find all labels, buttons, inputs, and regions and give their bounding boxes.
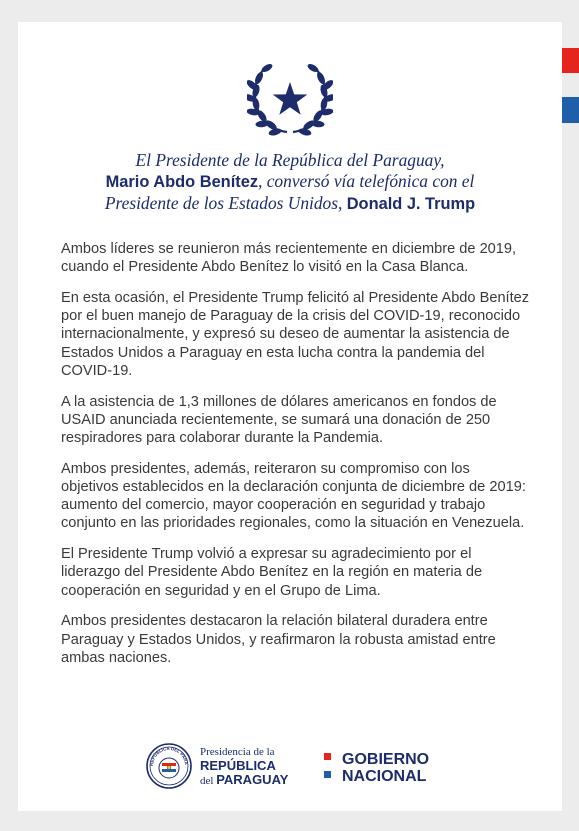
press-release-card [18, 22, 562, 811]
presidencia-line2: REPÚBLICA [200, 758, 276, 773]
gobierno-line2: NACIONAL [342, 768, 427, 785]
paragraph-3: A la asistencia de 1,3 millones de dólares americanos en fondos de USAID anunciada recientemente, se sumará una donación de 250 respiradores para colaborar durante la Pandemia. [61, 393, 497, 447]
body-text [61, 240, 531, 680]
laurel-star-emblem-icon [247, 58, 333, 138]
paragraph-4: Ambos presidentes, además, reiteraron su compromiso con los objetivos establecidos en la declaración conjunta de diciembre de 2019: aumento del comercio, mayor cooperación en seguridad y trabajo conjunto en las prioridades regionales, como la situación en Venezuela. [61, 460, 526, 532]
national-seal-icon [146, 743, 192, 789]
flag-red-stripe [562, 48, 579, 73]
gobierno-red-square [324, 753, 331, 760]
presidencia-logo [200, 747, 288, 787]
seal-text: REPÚBLICA DEL PARA [148, 745, 189, 767]
paragraph-5: El Presidente Trump volvió a expresar su agradecimiento por el liderazgo del Presidente Abdo Benítez en la región en materia de cooperación en seguridad y en el Grupo de Lima. [61, 546, 483, 599]
headline-line1: El Presidente de la República del Paraguay, [135, 150, 445, 170]
presidencia-line3 [200, 773, 288, 787]
headline [58, 150, 522, 215]
headline-name-abdo: Mario Abdo Benítez [105, 173, 259, 191]
paragraph-2: En esta ocasión, el Presidente Trump felicitó al Presidente Abdo Benítez por el buen manejo de Paraguay de la crisis del COVID-19, reconocido internacionalmente, y expresó su deseo de aumentar la asistencia de Estados Unidos a Paraguay en esta lucha contra la pandemia del COVID-19. [61, 290, 530, 379]
headline-line2: , conversó vía telefónica con el [258, 171, 475, 191]
headline-line3: Presidente de los Estados Unidos, [104, 193, 343, 213]
presidencia-line1: Presidencia de la [200, 746, 275, 758]
gobierno-line1: GOBIERNO [342, 751, 430, 768]
presidencia-line3-bold: PARAGUAY [216, 772, 289, 787]
gobierno-blue-square [324, 771, 331, 778]
headline-name-trump: Donald J. Trump [346, 195, 476, 213]
paragraph-1: Ambos líderes se reunieron más recientemente en diciembre de 2019, cuando el Presidente Abdo Benítez lo visitó en la Casa Blanca. [61, 241, 517, 276]
presidencia-line3-prefix: del [200, 775, 214, 787]
paragraph-6: Ambos presidentes destacaron la relación bilateral duradera entre Paraguay y Estados Unidos, y reafirmaron la robusta amistad entre ambas naciones. [61, 613, 496, 666]
flag-blue-stripe [562, 97, 579, 123]
gobierno-nacional-logo [342, 751, 429, 785]
